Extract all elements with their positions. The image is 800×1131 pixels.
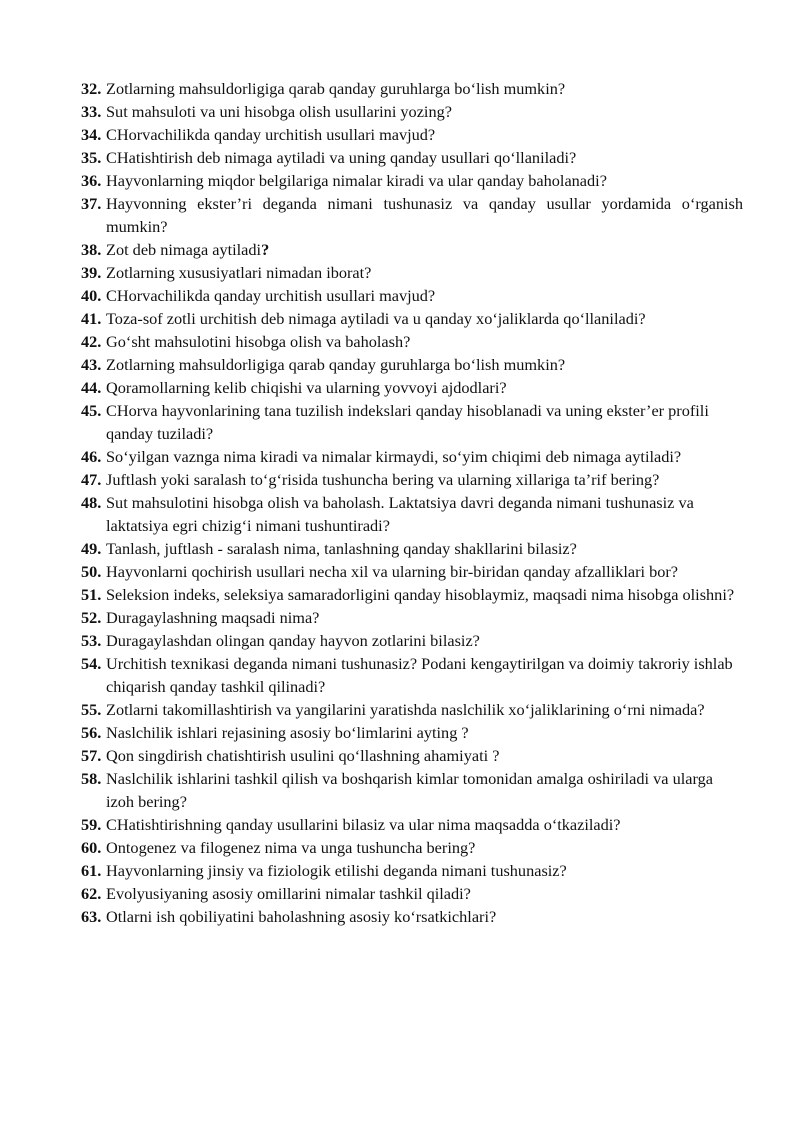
question-text-body: Seleksion indeks, seleksiya samaradorligini qanday hisoblaymiz, maqsadi nima hisobga olishni? (106, 585, 735, 604)
question-number: 42. (81, 332, 102, 351)
question-item (81, 399, 743, 445)
question-number: 57. (81, 746, 102, 765)
question-number: 40. (81, 286, 102, 305)
question-item (81, 100, 743, 123)
question-number: 55. (81, 700, 102, 719)
question-item (81, 445, 743, 468)
question-text (106, 629, 743, 652)
question-number: 49. (81, 539, 102, 558)
question-text-body: Naslchilik ishlari rejasining asosiy bo‘limlarini ayting ? (106, 723, 469, 742)
question-number: 60. (81, 838, 102, 857)
question-text (106, 744, 743, 767)
question-text-body: Naslchilik ishlarini tashkil qilish va boshqarish kimlar tomonidan amalga oshiriladi va ularga izoh bering? (106, 769, 713, 811)
question-text (106, 767, 743, 813)
question-item (81, 491, 743, 537)
question-text (106, 146, 743, 169)
question-item (81, 836, 743, 859)
question-text-body: Hayvonning ekster’ri deganda nimani tushunasiz va qanday usullar yordamida o‘rganish mumkin? (106, 194, 743, 236)
question-number: 45. (81, 401, 102, 420)
question-text-body: Zotlarning mahsuldorligiga qarab qanday guruhlarga bo‘lish mumkin? (106, 355, 566, 374)
question-text (106, 721, 743, 744)
question-text-body: Sut mahsulotini hisobga olish va baholash. Laktatsiya davri deganda nimani tushunasiz va laktatsiya egri chizig‘i nimani tushuntiradi? (106, 493, 694, 535)
question-text (106, 77, 743, 100)
question-mark: ? (261, 240, 270, 259)
question-number: 59. (81, 815, 102, 834)
question-text (106, 537, 743, 560)
question-text-body: Tanlash, juftlash - saralash nima, tanlashning qanday shakllarini bilasiz? (106, 539, 577, 558)
question-item (81, 169, 743, 192)
question-number: 58. (81, 769, 102, 788)
question-item (81, 560, 743, 583)
question-item (81, 146, 743, 169)
question-text-body: Zotlarning xususiyatlari nimadan iborat? (106, 263, 372, 282)
question-text (106, 583, 743, 606)
question-number: 39. (81, 263, 102, 282)
question-number: 37. (81, 194, 102, 213)
question-text (106, 652, 743, 698)
question-text-body: CHorvachilikda qanday urchitish usullari mavjud? (106, 286, 436, 305)
question-item (81, 123, 743, 146)
question-number: 51. (81, 585, 102, 604)
question-text-body: Qoramollarning kelib chiqishi va ularning yovvoyi ajdodlari? (106, 378, 507, 397)
question-number: 48. (81, 493, 102, 512)
question-number: 50. (81, 562, 102, 581)
question-item (81, 882, 743, 905)
question-text-body: Hayvonlarning miqdor belgilariga nimalar kiradi va ular qanday baholanadi? (106, 171, 607, 190)
question-item (81, 192, 743, 238)
question-number: 34. (81, 125, 102, 144)
question-item (81, 905, 743, 928)
question-text (106, 192, 743, 238)
question-text (106, 261, 743, 284)
question-text (106, 813, 743, 836)
question-item (81, 813, 743, 836)
question-text (106, 284, 743, 307)
question-item (81, 583, 743, 606)
question-item (81, 284, 743, 307)
question-text (106, 445, 743, 468)
question-item (81, 468, 743, 491)
question-item (81, 698, 743, 721)
question-text-body: Duragaylashdan olingan qanday hayvon zotlarini bilasiz? (106, 631, 480, 650)
question-text-body: Otlarni ish qobiliyatini baholashning asosiy ko‘rsatkichlari? (106, 907, 497, 926)
question-text (106, 376, 743, 399)
question-text-body: So‘yilgan vaznga nima kiradi va nimalar kirmaydi, so‘yim chiqimi deb nimaga aytiladi? (106, 447, 682, 466)
question-number: 33. (81, 102, 102, 121)
question-number: 32. (81, 79, 102, 98)
question-item (81, 537, 743, 560)
question-item (81, 77, 743, 100)
question-item (81, 744, 743, 767)
question-text-body: Ontogenez va filogenez nima va unga tushuncha bering? (106, 838, 476, 857)
question-number: 36. (81, 171, 102, 190)
question-item (81, 353, 743, 376)
question-text (106, 491, 743, 537)
question-item (81, 238, 743, 261)
question-text-body: Duragaylashning maqsadi nima? (106, 608, 320, 627)
question-text (106, 238, 743, 261)
question-number: 38. (81, 240, 102, 259)
question-text (106, 353, 743, 376)
question-text (106, 698, 743, 721)
question-text-body: Qon singdirish chatishtirish usulini qo‘llashning ahamiyati ? (106, 746, 500, 765)
question-text-body: Zotlarning mahsuldorligiga qarab qanday guruhlarga bo‘lish mumkin? (106, 79, 566, 98)
question-number: 44. (81, 378, 102, 397)
question-item (81, 330, 743, 353)
question-item (81, 376, 743, 399)
question-text-body: Hayvonlarni qochirish usullari necha xil va ularning bir-biridan qanday afzalliklari bor? (106, 562, 679, 581)
question-text (106, 905, 743, 928)
question-list (81, 77, 743, 928)
question-text-body: CHorvachilikda qanday urchitish usullari mavjud? (106, 125, 436, 144)
question-item (81, 721, 743, 744)
question-text-body: CHatishtirishning qanday usullarini bilasiz va ular nima maqsadda o‘tkaziladi? (106, 815, 621, 834)
question-text (106, 399, 743, 445)
question-number: 35. (81, 148, 102, 167)
question-number: 56. (81, 723, 102, 742)
question-text (106, 123, 743, 146)
question-text-body: Sut mahsuloti va uni hisobga olish usullarini yozing? (106, 102, 452, 121)
question-text-body: Zot deb nimaga aytiladi (106, 240, 262, 259)
question-text (106, 169, 743, 192)
question-text (106, 560, 743, 583)
question-number: 52. (81, 608, 102, 627)
question-text (106, 307, 743, 330)
question-text-body: Juftlash yoki saralash to‘g‘risida tushuncha bering va ularning xillariga ta’rif bering? (106, 470, 660, 489)
question-text (106, 100, 743, 123)
question-text (106, 882, 743, 905)
question-item (81, 606, 743, 629)
question-number: 46. (81, 447, 102, 466)
question-text-body: CHatishtirish deb nimaga aytiladi va uning qanday usullari qo‘llaniladi? (106, 148, 577, 167)
question-item (81, 767, 743, 813)
question-item (81, 307, 743, 330)
question-number: 62. (81, 884, 102, 903)
question-text-body: Urchitish texnikasi deganda nimani tushunasiz? Podani kengaytirilgan va doimiy takroriy ishlab chiqarish qanday tashkil qilinadi? (106, 654, 733, 696)
question-text-body: Toza-sof zotli urchitish deb nimaga aytiladi va u qanday xo‘jaliklarda qo‘llaniladi? (106, 309, 646, 328)
question-text (106, 836, 743, 859)
question-item (81, 261, 743, 284)
question-text-body: Go‘sht mahsulotini hisobga olish va baholash? (106, 332, 411, 351)
question-number: 54. (81, 654, 102, 673)
question-text-body: Evolyusiyaning asosiy omillarini nimalar tashkil qiladi? (106, 884, 471, 903)
question-text (106, 859, 743, 882)
question-number: 47. (81, 470, 102, 489)
question-text (106, 606, 743, 629)
question-text-body: Hayvonlarning jinsiy va fiziologik etilishi deganda nimani tushunasiz? (106, 861, 567, 880)
question-item (81, 652, 743, 698)
question-number: 53. (81, 631, 102, 650)
question-item (81, 629, 743, 652)
question-text-body: CHorva hayvonlarining tana tuzilish indekslari qanday hisoblanadi va uning ekster’er profili qanday tuziladi? (106, 401, 709, 443)
question-number: 41. (81, 309, 102, 328)
question-text (106, 330, 743, 353)
question-number: 63. (81, 907, 102, 926)
question-item (81, 859, 743, 882)
question-number: 61. (81, 861, 102, 880)
question-text (106, 468, 743, 491)
question-number: 43. (81, 355, 102, 374)
question-text-body: Zotlarni takomillashtirish va yangilarini yaratishda naslchilik xo‘jaliklarining o‘rni nimada? (106, 700, 705, 719)
